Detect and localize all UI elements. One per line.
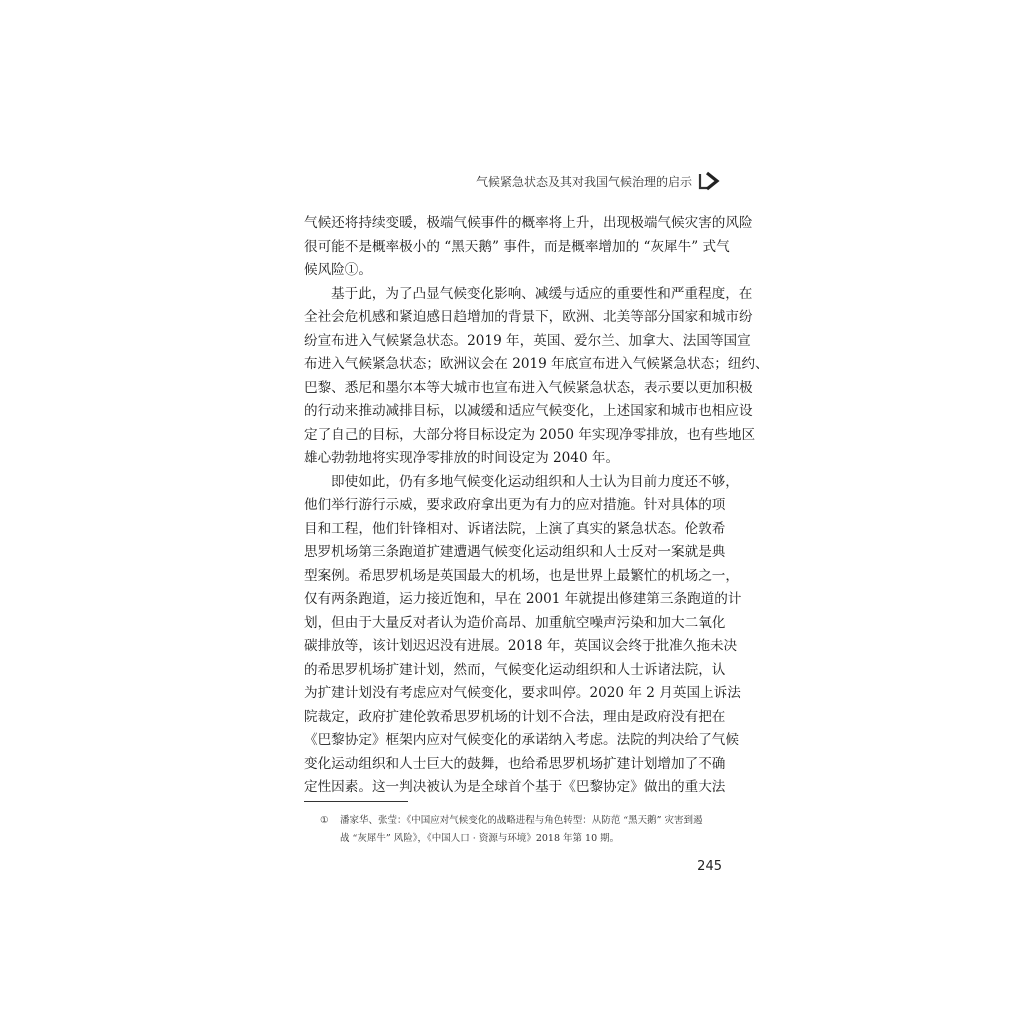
text-line: 目和工程，他们针锋相对、诉诸法院，上演了真实的紧急状态。伦敦希	[304, 520, 726, 537]
text-line: 布进入气候紧急状态；欧洲议会在 2019 年底宣布进入气候紧急状态；纽约、	[304, 356, 769, 372]
text-line: 纷宣布进入气候紧急状态。2019 年，英国、爱尔兰、加拿大、法国等国宣	[304, 332, 751, 349]
text-line: 型案例。希思罗机场是英国最大的机场，也是世界上最繁忙的机场之一，	[304, 567, 739, 584]
text-line: 即使如此，仍有多地气候变化运动组织和人士认为目前力度还不够，	[331, 473, 739, 490]
footnote-line: 潘家华、张莹：《中国应对气候变化的战略进程与角色转型：从防范 “黑天鹅” 灾害到遏	[340, 815, 703, 826]
text-line: 定性因素。这一判决被认为是全球首个基于《巴黎协定》做出的重大法	[304, 779, 726, 795]
text-line: 划，但由于大量反对者认为造价高昂、加重航空噪声污染和加大二氧化	[304, 614, 726, 631]
page-number: 245	[697, 859, 722, 874]
text-line: 为扩建计划没有考虑应对气候变化，要求叫停。2020 年 2 月英国上诉法	[304, 685, 741, 701]
chevron-mark-icon	[697, 170, 723, 192]
text-line: 的希思罗机场扩建计划，然而，气候变化运动组织和人士诉诸法院，认	[304, 661, 726, 678]
text-line: 的行动来推动减排目标，以减缓和适应气候变化，上述国家和城市也相应设	[304, 403, 753, 419]
footnote-line: 战 “灰犀牛” 风险》，《中国人口 · 资源与环境》2018 年第 10 期。	[340, 833, 620, 844]
text-line: 巴黎、悉尼和墨尔本等大城市也宣布进入气候紧急状态，表示要以更加积极	[304, 379, 753, 396]
text-line: 思罗机场第三条跑道扩建遭遇气候变化运动组织和人士反对一案就是典	[304, 544, 726, 560]
text-line: 雄心勃勃地将实现净零排放的时间设定为 2040 年。	[304, 450, 620, 466]
text-line: 碳排放等，该计划迟迟没有进展。2018 年，英国议会终于批准久拖未决	[304, 638, 738, 654]
text-line: 很可能不是概率极小的 “黑天鹅” 事件，而是概率增加的 “灰犀牛” 式气	[304, 238, 730, 255]
text-line: 仅有两条跑道，运力接近饱和，早在 2001 年就提出修建第三条跑道的计	[304, 591, 742, 607]
footnote-marker: ①	[320, 815, 329, 826]
text-line: 院裁定，政府扩建伦敦希思罗机场的计划不合法，理由是政府没有把在	[304, 708, 726, 725]
text-line: 全社会危机感和紧迫感日趋增加的背景下，欧洲、北美等部分国家和城市纷	[304, 309, 753, 325]
main-body-text	[304, 212, 769, 800]
text-line: 定了自己的目标，大部分将目标设定为 2050 年实现净零排放，也有些地区	[304, 426, 756, 443]
text-line: 变化运动组织和人士巨大的鼓舞，也给希思罗机场扩建计划增加了不确	[304, 755, 726, 772]
text-line: 气候还将持续变暖，极端气候事件的概率将上升，出现极端气候灾害的风险	[304, 215, 753, 231]
footnote	[320, 812, 722, 848]
running-header-title: 气候紧急状态及其对我国气候治理的启示	[475, 175, 692, 189]
text-line: 基于此，为了凸显气候变化影响、减缓与适应的重要性和严重程度，在	[331, 285, 753, 302]
text-line: 他们举行游行示威，要求政府拿出更为有力的应对措施。针对具体的项	[304, 497, 726, 513]
text-line: 候风险①。	[304, 262, 372, 278]
text-line: 《巴黎协定》框架内应对气候变化的承诺纳入考虑。法院的判决给了气候	[304, 732, 739, 748]
footnote-divider	[304, 801, 408, 802]
